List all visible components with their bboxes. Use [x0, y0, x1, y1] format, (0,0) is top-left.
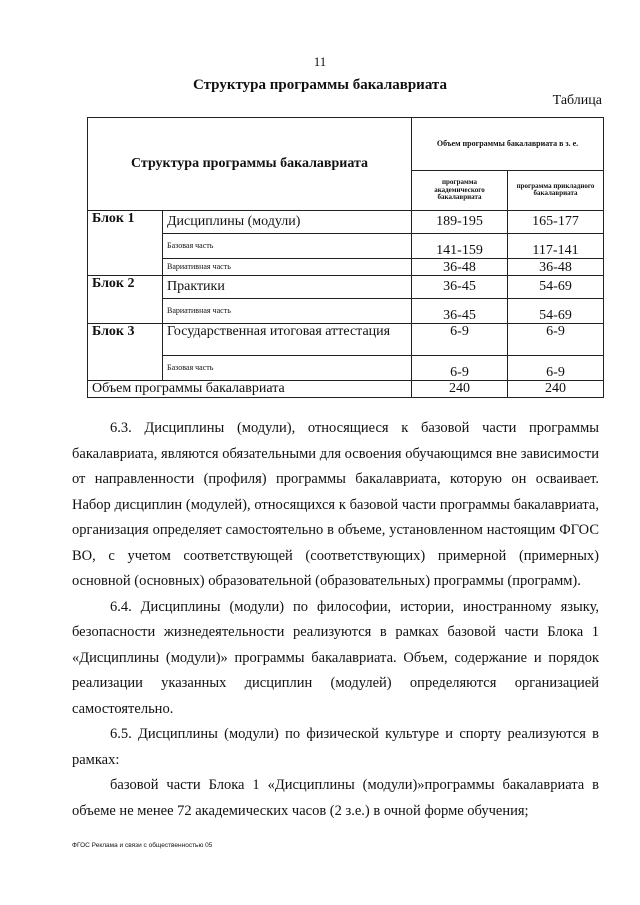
table-row — [88, 276, 604, 299]
total-academic: 240 — [412, 381, 508, 398]
paragraph-6-5: 6.5. Дисциплины (модули) по физической культуре и спорту реализуются в рамках: — [72, 726, 599, 768]
academic-value: 36-48 — [412, 259, 508, 276]
paragraph-6-4: 6.4. Дисциплины (модули) по философии, истории, иностранному языку, безопасности жизнедеятельности реализуются в рамках базовой части Блока 1 «Дисциплины (модули)» программы бакалавриата. Объем, содержание и порядок реализации указанных дисциплин (модулей) определяются организацией самостоятельно. — [72, 598, 599, 717]
table-caption: Таблица — [552, 93, 602, 108]
total-label: Объем программы бакалавриата — [88, 381, 412, 398]
part-name: Вариативная часть — [163, 299, 412, 324]
block-label: Блок 2 — [88, 276, 163, 299]
part-name: Вариативная часть — [163, 259, 412, 276]
applied-value: 54-69 — [508, 276, 604, 299]
block-name: Дисциплины (модули) — [163, 211, 412, 234]
part-name: Базовая часть — [163, 356, 412, 381]
academic-value: 36-45 — [412, 276, 508, 299]
block-label: Блок 1 — [88, 211, 163, 234]
applied-value: 117-141 — [508, 234, 604, 259]
block-label: Блок 3 — [88, 324, 163, 356]
table-row — [88, 211, 604, 234]
part-name: Базовая часть — [163, 234, 412, 259]
program-structure-table — [87, 117, 604, 398]
table-row — [88, 234, 604, 259]
paragraph-6-3: 6.3. Дисциплины (модули), относящиеся к базовой части программы бакалавриата, являются обязательными для освоения обучающимся вне зависимости от направленности (профиля) программы бакалавриата, которую он осваивает. Набор дисциплин (модулей), относящихся к базовой части программы бакалавриата, организация определяет самостоятельно в объеме, установленном настоящим ФГОС ВО, с учетом соответствующей (соответствующих) примерной (примерных) основной (основных) образовательной (образовательных) программы (программ). — [72, 420, 599, 589]
academic-value: 6-9 — [412, 324, 508, 356]
table-row — [88, 324, 604, 356]
document-title: Структура программы бакалавриата — [193, 77, 447, 93]
block-name: Практики — [163, 276, 412, 299]
header-structure: Структура программы бакалавриата — [88, 118, 412, 211]
page-number: 11 — [313, 54, 327, 69]
academic-value: 141-159 — [412, 234, 508, 259]
header-academic: программа академического бакалавриата — [412, 170, 508, 210]
applied-value: 36-48 — [508, 259, 604, 276]
body-text — [72, 416, 599, 824]
table-row — [88, 259, 604, 276]
table-row — [88, 356, 604, 381]
block-name: Государственная итоговая аттестация — [163, 324, 412, 356]
applied-value: 165-177 — [508, 211, 604, 234]
academic-value: 36-45 — [412, 299, 508, 324]
header-volume: Объем программы бакалавриата в з. е. — [412, 118, 604, 171]
applied-value: 6-9 — [508, 356, 604, 381]
header-applied: программа прикладного бакалавриата — [508, 170, 604, 210]
table-row — [88, 381, 604, 398]
academic-value: 189-195 — [412, 211, 508, 234]
academic-value: 6-9 — [412, 356, 508, 381]
total-applied: 240 — [508, 381, 604, 398]
table-row — [88, 299, 604, 324]
applied-value: 6-9 — [508, 324, 604, 356]
paragraph-6-5-item: базовой части Блока 1 «Дисциплины (модули)»программы бакалавриата в объеме не менее 72 академических часов (2 з.е.) в очной форме обучения; — [72, 777, 599, 819]
applied-value: 54-69 — [508, 299, 604, 324]
footer: ФГОС Реклама и связи с общественностью 05 — [72, 842, 213, 849]
